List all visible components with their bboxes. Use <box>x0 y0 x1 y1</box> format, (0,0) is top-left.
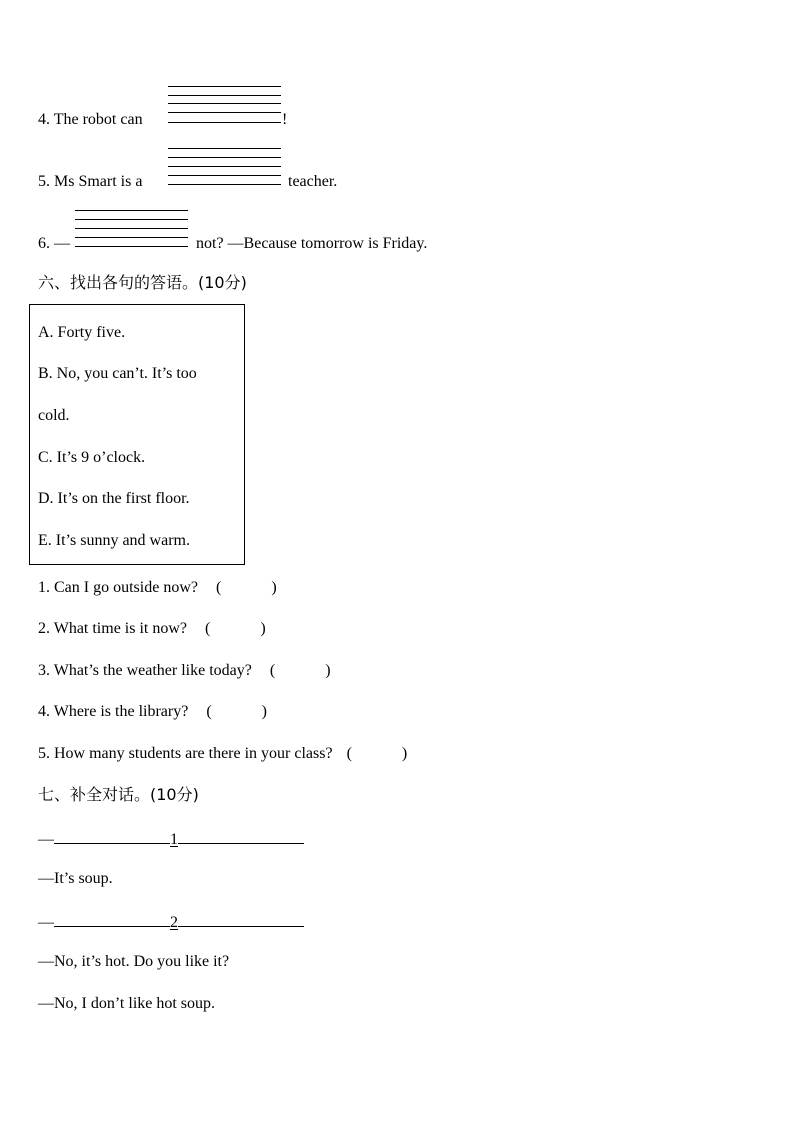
dialogue-blank-1-left[interactable] <box>54 827 170 844</box>
question-3-text: 3. What’s the weather like today? <box>38 662 252 679</box>
fill-item-5-suffix: teacher. <box>288 173 338 190</box>
option-b: B. No, you can’t. It’s too <box>38 365 197 382</box>
option-a: A. Forty five. <box>38 324 126 341</box>
question-3 <box>38 661 331 681</box>
question-5-text: 5. How many students are there in your class? <box>38 745 333 762</box>
question-1 <box>38 578 277 598</box>
fill-item-6 <box>38 234 70 254</box>
question-2-text: 2. What time is it now? <box>38 620 188 637</box>
section-6-heading: 六、找出各句的答语。(10分) <box>38 273 247 292</box>
dialogue-line-4: —No, it’s hot. Do you like it? <box>38 953 230 970</box>
fill-item-4-prefix: 4. The robot can <box>38 111 143 128</box>
dialogue-blank-1-number: 1 <box>170 831 178 848</box>
dialogue-blank-2-left[interactable] <box>54 910 170 927</box>
fill-item-5 <box>38 172 142 192</box>
option-e: E. It’s sunny and warm. <box>38 532 190 549</box>
question-5 <box>38 744 407 764</box>
answer-options-box <box>29 304 245 565</box>
answer-blank-2[interactable]: ( ) <box>205 620 266 637</box>
option-c: C. It’s 9 o’clock. <box>38 449 146 466</box>
dialogue-blank-1-right[interactable] <box>178 827 294 844</box>
question-1-text: 1. Can I go outside now? <box>38 579 198 596</box>
section-7-heading: 七、补全对话。(10分) <box>38 785 199 804</box>
answer-blank-1[interactable]: ( ) <box>215 579 277 596</box>
fill-item-6-prefix: 6. — <box>38 235 70 252</box>
dialogue-blank-line-2: — 2 <box>38 910 304 933</box>
fill-item-6-suffix: not? —Because tomorrow is Friday. <box>196 235 428 252</box>
dialogue-blank-2-number: 2 <box>170 914 178 931</box>
question-4-text: 4. Where is the library? <box>38 703 189 720</box>
dialogue-blank-line-1: — 1 <box>38 827 304 850</box>
fill-item-4-suffix: ! <box>282 111 288 128</box>
option-b-continued: cold. <box>38 407 70 424</box>
answer-blank-3[interactable]: ( ) <box>269 662 331 679</box>
dialogue-line-5: —No, I don’t like hot soup. <box>38 995 216 1012</box>
dialogue-blank-2-right[interactable] <box>178 910 294 927</box>
dialogue-line-2: —It’s soup. <box>38 870 113 887</box>
answer-blank-5[interactable]: ( ) <box>346 745 408 762</box>
option-d: D. It’s on the first floor. <box>38 490 190 507</box>
answer-blank-4[interactable]: ( ) <box>206 703 267 720</box>
fill-item-5-prefix: 5. Ms Smart is a <box>38 173 143 190</box>
question-2 <box>38 619 266 639</box>
question-4 <box>38 702 267 722</box>
fill-item-4 <box>38 110 143 130</box>
